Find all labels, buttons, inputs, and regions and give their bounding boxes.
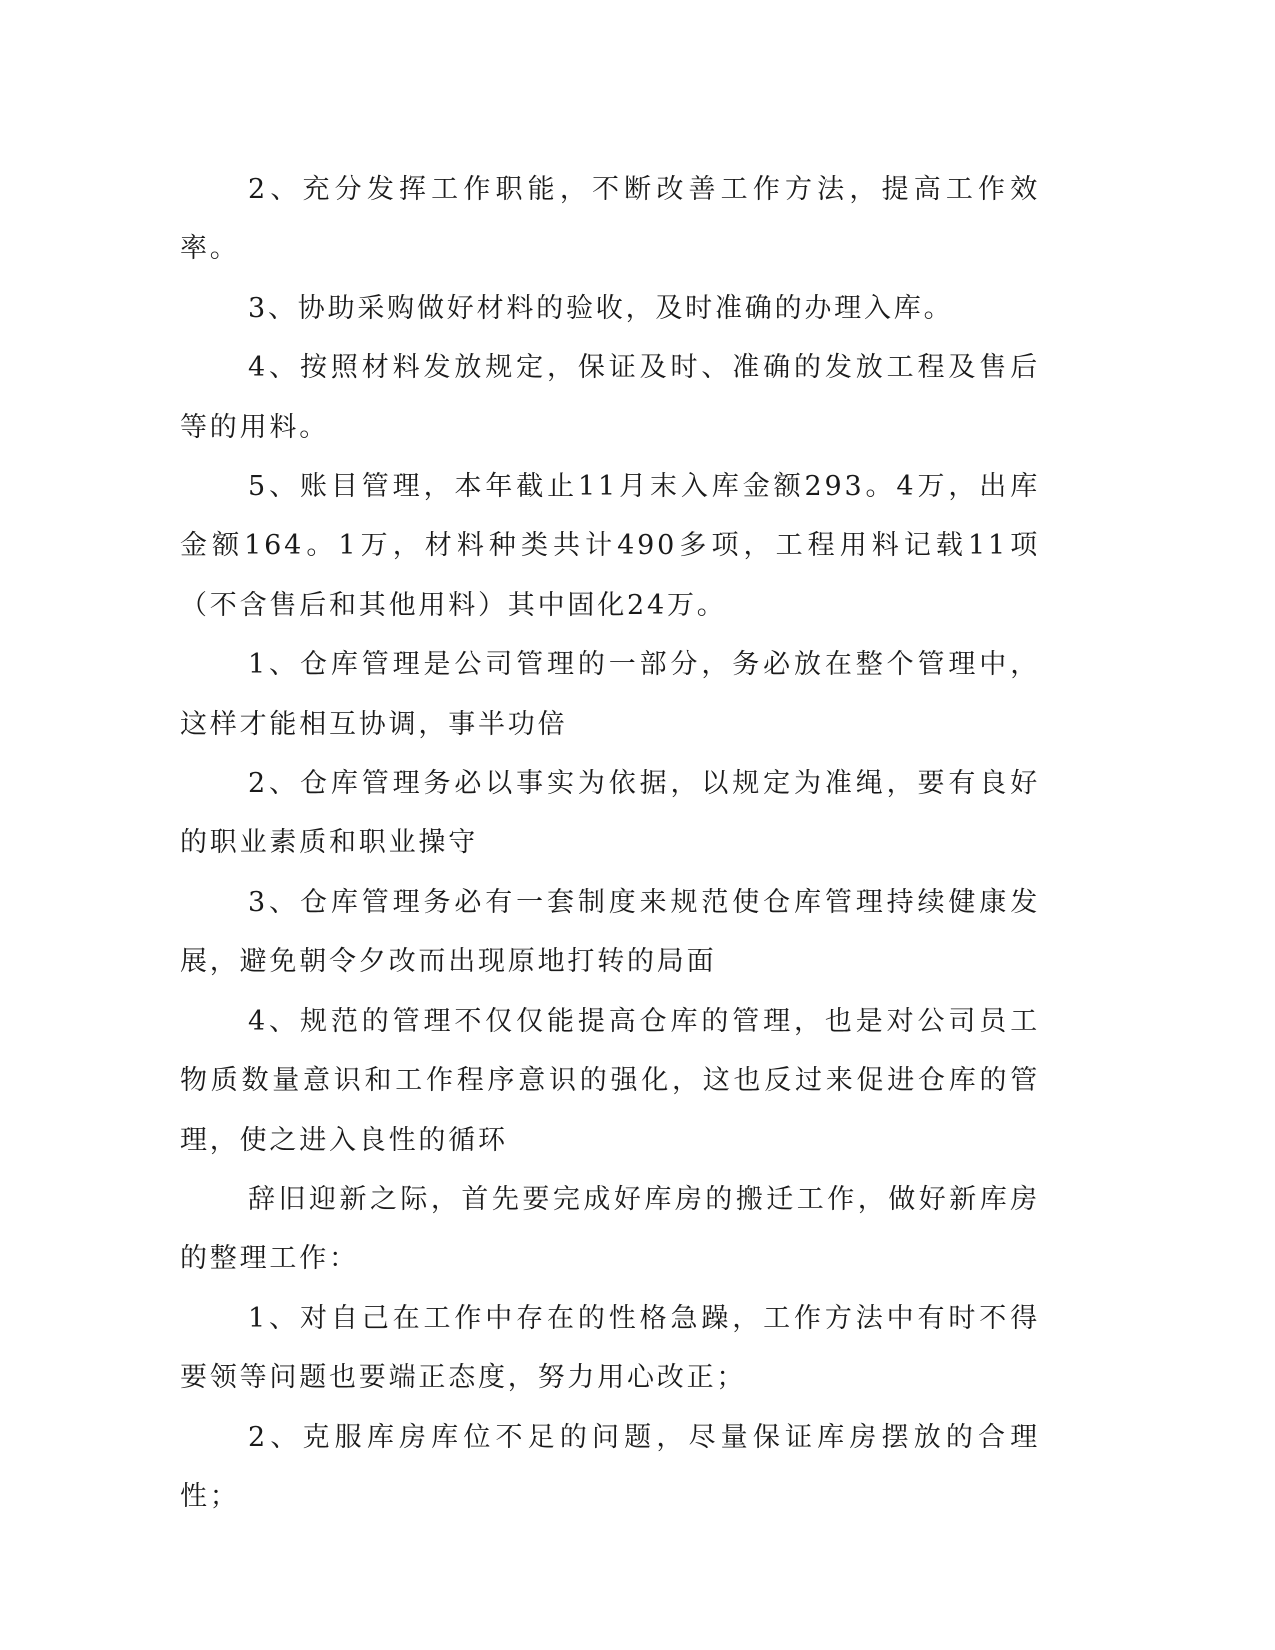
- paragraph-3: 4、按照材料发放规定，保证及时、准确的发放工程及售后等的用料。: [180, 352, 1040, 443]
- paragraph-4: 5、账目管理，本年截止11月末入库金额293。4万，出库金额164。1万，材料种类共计490多项，工程用料记载11项（不含售后和其他用料）其中固化24万。: [180, 471, 1040, 621]
- paragraph-11: 2、克服库房库位不足的问题，尽量保证库房摆放的合理性；: [180, 1421, 1040, 1512]
- paragraph-2: 3、协助采购做好材料的验收，及时准确的办理入库。: [248, 292, 954, 324]
- document-body: [180, 160, 1040, 1526]
- paragraph-10: 1、对自己在工作中存在的性格急躁，工作方法中有时不得要领等问题也要端正态度，努力用心改正；: [180, 1302, 1040, 1394]
- paragraph-7: 3、仓库管理务必有一套制度来规范使仓库管理持续健康发展，避免朝令夕改而出现原地打转的局面: [180, 886, 1040, 978]
- paragraph-6: 2、仓库管理务必以事实为依据，以规定为准绳，要有良好的职业素质和职业操守: [180, 768, 1040, 859]
- paragraph-8: 4、规范的管理不仅仅能提高仓库的管理，也是对公司员工物质数量意识和工作程序意识的强化，这也反过来促进仓库的管理，使之进入良性的循环: [180, 1005, 1040, 1156]
- paragraph-1: 2、充分发挥工作职能，不断改善工作方法，提高工作效率。: [180, 174, 1040, 265]
- paragraph-9: 辞旧迎新之际，首先要完成好库房的搬迁工作，做好新库房的整理工作：: [180, 1183, 1040, 1275]
- paragraph-5: 1、仓库管理是公司管理的一部分，务必放在整个管理中，这样才能相互协调，事半功倍: [180, 649, 1040, 740]
